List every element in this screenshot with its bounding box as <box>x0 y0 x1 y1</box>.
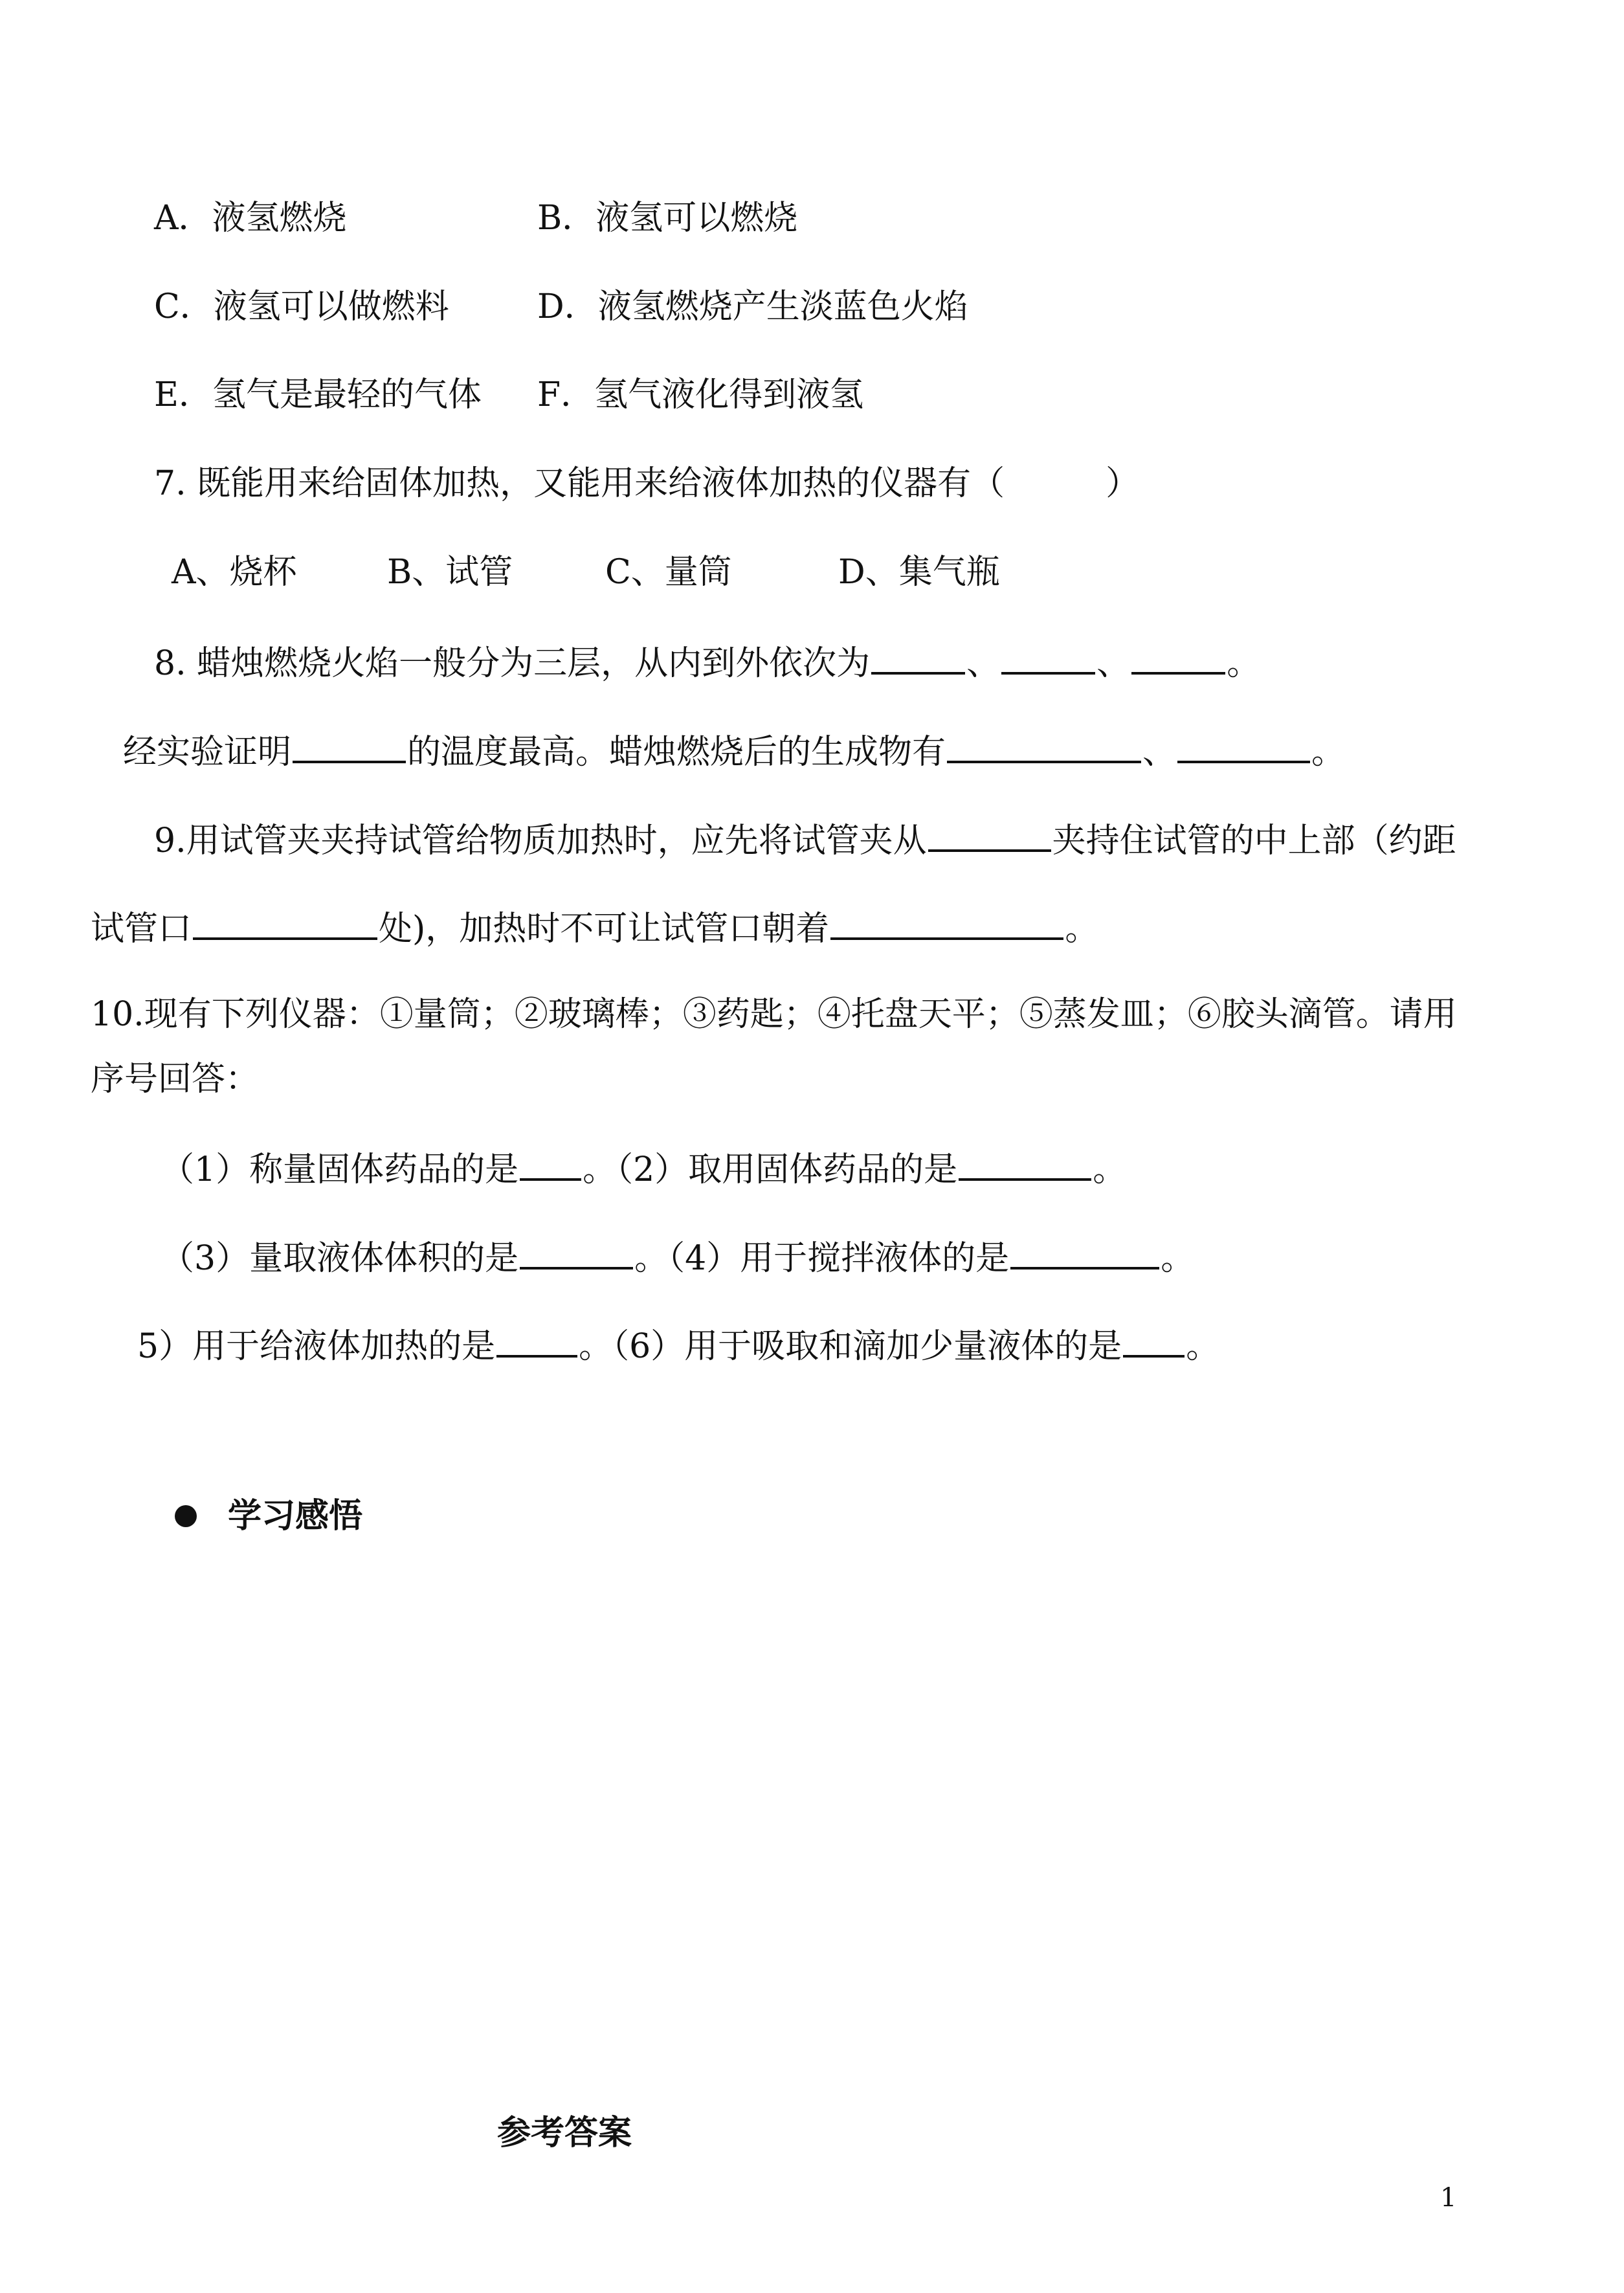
q6-option-f: F．氢气液化得到液氢 <box>537 375 864 414</box>
q6-option-e: E．氢气是最轻的气体 <box>154 375 482 414</box>
q9-text: 夹持住试管的中上部（约距 <box>1052 822 1456 860</box>
period: 。 <box>1161 1239 1195 1278</box>
q9-line-1 <box>154 817 1456 862</box>
bullet-icon <box>175 1505 197 1527</box>
q6-option-b: B．液氢可以燃烧 <box>537 199 798 238</box>
q7-option-d: D、集气瓶 <box>838 553 1000 592</box>
q6-option-c: C．液氢可以做燃料 <box>154 287 449 326</box>
q8-line-1 <box>154 640 1260 684</box>
q7-option-c: C、量筒 <box>605 553 732 592</box>
q8-text: 经实验证明 <box>123 733 292 772</box>
q8-text: 8. 蜡烛燃烧火焰一般分为三层，从内到外依次为 <box>154 644 871 683</box>
answer-blank[interactable] <box>1123 1323 1185 1358</box>
answer-blank[interactable] <box>1177 728 1310 763</box>
separator: 、 <box>1096 644 1131 683</box>
q10-sub-3-4 <box>161 1235 1194 1279</box>
q9-text: 处)，加热时不可让试管口朝着 <box>379 910 830 948</box>
answer-blank[interactable] <box>959 1146 1091 1181</box>
period: 。 <box>1093 1150 1127 1189</box>
q10-text: 。（2）取用固体药品的是 <box>583 1150 958 1189</box>
answer-blank[interactable] <box>928 817 1051 852</box>
period: 。 <box>1186 1327 1220 1366</box>
period: 。 <box>1227 644 1261 683</box>
period: 。 <box>1311 733 1346 772</box>
separator: 、 <box>966 644 1001 683</box>
q10-text: （1）称量固体药品的是 <box>161 1150 519 1189</box>
answer-blank[interactable] <box>830 905 1063 940</box>
q10-line-1: 10.现有下列仪器：①量筒；②玻璃棒；③药匙；④托盘天平；⑤蒸发皿；⑥胶头滴管。请用 <box>91 995 1457 1034</box>
answer-blank[interactable] <box>193 905 377 940</box>
q6-option-d: D．液氢燃烧产生淡蓝色火焰 <box>537 287 968 326</box>
q8-line-2 <box>123 728 1345 773</box>
q10-sub-1-2 <box>161 1146 1126 1191</box>
q9-text: 9.用试管夹夹持试管给物质加热时，应先将试管夹从 <box>154 822 927 860</box>
q7-option-a: A、烧杯 <box>172 553 297 592</box>
q7-stem: 7. 既能用来给固体加热，又能用来给液体加热的仪器有（ ） <box>154 464 1140 503</box>
answer-blank[interactable] <box>947 728 1141 763</box>
q10-text: 5）用于给液体加热的是 <box>137 1327 496 1366</box>
separator: 、 <box>1142 733 1177 772</box>
q6-option-a: A．液氢燃烧 <box>154 199 347 238</box>
q9-line-2 <box>91 905 1098 950</box>
answer-blank[interactable] <box>520 1235 633 1270</box>
q8-text: 的温度最高。蜡烛燃烧后的生成物有 <box>407 733 946 772</box>
period: 。 <box>1065 910 1099 948</box>
answer-title: 参考答案 <box>497 2114 632 2153</box>
q10-line-2: 序号回答： <box>91 1060 260 1099</box>
section-title: 学习感悟 <box>228 1497 363 1536</box>
q10-text: 。（6）用于吸取和滴加少量液体的是 <box>579 1327 1122 1366</box>
answer-blank[interactable] <box>1010 1235 1159 1270</box>
answer-blank[interactable] <box>496 1323 577 1358</box>
q10-sub-5-6 <box>137 1323 1219 1367</box>
q10-text: 。（4）用于搅拌液体的是 <box>634 1239 1010 1278</box>
answer-blank[interactable] <box>1131 640 1225 675</box>
answer-blank[interactable] <box>1001 640 1095 675</box>
page-number: 1 <box>1440 2183 1457 2213</box>
answer-blank[interactable] <box>293 728 406 763</box>
answer-blank[interactable] <box>520 1146 581 1181</box>
answer-blank[interactable] <box>871 640 965 675</box>
q9-text: 试管口 <box>91 910 192 948</box>
q10-text: （3）量取液体体积的是 <box>161 1239 519 1278</box>
q7-option-b: B、试管 <box>387 553 513 592</box>
